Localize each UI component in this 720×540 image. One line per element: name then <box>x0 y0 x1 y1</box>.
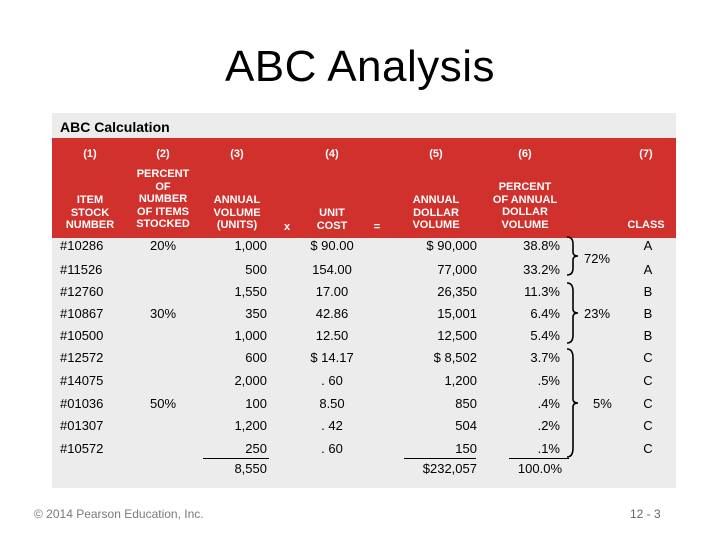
group-a-item-percent: 20% <box>149 238 177 253</box>
cell-item-number: #12572 <box>60 350 104 365</box>
cell-item-number: #10572 <box>60 441 104 456</box>
cell-annual-volume: 600 <box>245 350 267 365</box>
cell-percent-dollar: 5.4% <box>530 328 560 343</box>
header-times-sign: x <box>283 221 291 233</box>
cell-percent-dollar: 11.3% <box>524 284 560 299</box>
cell-class: C <box>643 418 653 433</box>
cell-unit-cost: . 60 <box>321 441 343 456</box>
header-class: CLASS <box>627 219 665 231</box>
group-b-dollar-percent: 23% <box>584 306 611 321</box>
percent-total-rule <box>509 458 569 459</box>
header-unit-cost: UNIT COST <box>316 207 348 232</box>
cell-percent-dollar: 3.7% <box>530 350 560 365</box>
cell-annual-volume: 500 <box>245 262 267 277</box>
cell-percent-dollar: .1% <box>537 441 560 456</box>
group-a-dollar-percent: 72% <box>584 251 611 266</box>
slide-title: ABC Analysis <box>224 42 496 91</box>
cell-unit-cost: . 42 <box>321 418 343 433</box>
cell-percent-dollar: 33.2% <box>523 262 560 277</box>
cell-annual-volume: 100 <box>245 396 267 411</box>
dollar-total-rule <box>404 458 476 459</box>
cell-item-number: #01307 <box>60 418 104 433</box>
cell-item-number: #14075 <box>60 373 104 388</box>
total-annual-volume: 8,550 <box>234 461 267 476</box>
cell-class: B <box>643 284 653 299</box>
cell-annual-volume: 1,000 <box>234 238 267 253</box>
cell-dollar-volume: 850 <box>455 396 477 411</box>
cell-class: B <box>643 306 653 321</box>
cell-unit-cost: $ 14.17 <box>310 350 354 365</box>
col-number-3: (3) <box>230 148 244 160</box>
cell-dollar-volume: $ 90,000 <box>426 238 477 253</box>
cell-unit-cost: 17.00 <box>315 284 349 299</box>
brace-class-a <box>566 236 580 276</box>
cell-class: C <box>643 350 653 365</box>
cell-class: B <box>643 328 653 343</box>
header-percent-items: PERCENT OF NUMBER OF ITEMS STOCKED <box>136 168 190 230</box>
cell-class: C <box>643 396 653 411</box>
cell-annual-volume: 1,550 <box>234 284 267 299</box>
total-percent: 100.0% <box>517 461 562 476</box>
volume-total-rule <box>203 458 269 459</box>
cell-item-number: #01036 <box>60 396 104 411</box>
cell-dollar-volume: 12,500 <box>437 328 477 343</box>
header-annual-volume: ANNUAL VOLUME (UNITS) <box>213 194 261 231</box>
cell-annual-volume: 250 <box>245 441 267 456</box>
header-item-stock-number: ITEM STOCK NUMBER <box>65 194 115 231</box>
col-number-6: (6) <box>518 148 532 160</box>
section-title: ABC Calculation <box>60 119 170 135</box>
cell-dollar-volume: 504 <box>455 418 477 433</box>
cell-annual-volume: 2,000 <box>234 373 267 388</box>
cell-percent-dollar: 38.8% <box>523 238 560 253</box>
cell-dollar-volume: $ 8,502 <box>433 350 477 365</box>
cell-unit-cost: $ 90.00 <box>310 238 354 253</box>
cell-percent-dollar: 6.4% <box>530 306 560 321</box>
group-c-item-percent: 50% <box>149 396 177 411</box>
col-number-7: (7) <box>639 148 653 160</box>
cell-item-number: #11526 <box>60 262 103 277</box>
cell-dollar-volume: 77,000 <box>437 262 477 277</box>
cell-unit-cost: 154.00 <box>312 262 352 277</box>
header-annual-dollar-volume: ANNUAL DOLLAR VOLUME <box>412 194 460 231</box>
cell-percent-dollar: .2% <box>537 418 560 433</box>
cell-dollar-volume: 1,200 <box>444 373 477 388</box>
cell-unit-cost: 42.86 <box>315 306 349 321</box>
cell-class: A <box>643 238 653 253</box>
cell-dollar-volume: 26,350 <box>437 284 477 299</box>
cell-unit-cost: . 60 <box>321 373 343 388</box>
cell-item-number: #10286 <box>60 238 104 253</box>
cell-class: C <box>643 441 653 456</box>
cell-item-number: #10867 <box>60 306 104 321</box>
cell-item-number: #12760 <box>60 284 104 299</box>
cell-class: C <box>643 373 653 388</box>
cell-class: A <box>643 262 653 277</box>
page-number: 12 - 3 <box>630 507 661 521</box>
brace-class-c <box>566 348 580 458</box>
group-b-item-percent: 30% <box>149 306 177 321</box>
col-number-2: (2) <box>156 148 170 160</box>
cell-percent-dollar: .4% <box>537 396 560 411</box>
header-percent-dollar-volume: PERCENT OF ANNUAL DOLLAR VOLUME <box>492 181 558 231</box>
cell-unit-cost: 12.50 <box>315 328 349 343</box>
brace-class-b <box>566 282 580 344</box>
group-c-dollar-percent: 5% <box>593 396 612 411</box>
cell-annual-volume: 1,200 <box>234 418 267 433</box>
col-number-4: (4) <box>325 148 339 160</box>
cell-annual-volume: 1,000 <box>234 328 267 343</box>
total-dollar-volume: $232,057 <box>422 461 477 476</box>
cell-annual-volume: 350 <box>245 306 267 321</box>
cell-dollar-volume: 150 <box>455 441 477 456</box>
cell-unit-cost: 8.50 <box>319 396 345 411</box>
col-number-5: (5) <box>429 148 443 160</box>
col-number-1: (1) <box>83 148 97 160</box>
header-equals-sign: = <box>373 221 381 233</box>
cell-item-number: #10500 <box>60 328 104 343</box>
cell-percent-dollar: .5% <box>537 373 560 388</box>
cell-dollar-volume: 15,001 <box>437 306 477 321</box>
copyright-text: © 2014 Pearson Education, Inc. <box>34 507 204 521</box>
